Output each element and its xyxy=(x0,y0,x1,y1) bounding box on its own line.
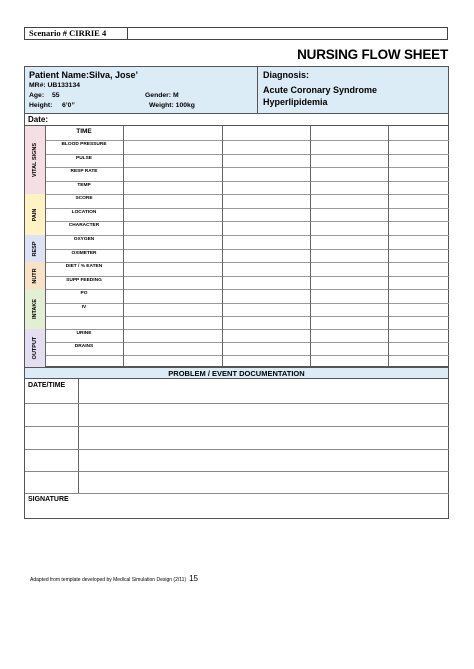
problem-documentation xyxy=(24,379,449,519)
section-vital-signs: VITAL SIGNS xyxy=(25,126,45,195)
table-row[interactable] xyxy=(25,426,449,450)
problem-header: PROBLEM / EVENT DOCUMENTATION xyxy=(24,367,449,379)
row-label: CHARACTER xyxy=(68,223,100,228)
row-label: DIET / % EATEN xyxy=(65,264,103,269)
date-label: Date: xyxy=(28,115,49,124)
date-time-label: DATE/TIME xyxy=(28,382,66,389)
row-label: TEMP xyxy=(77,182,91,188)
scenario-label: Scenario # CIRRIE 4 xyxy=(25,28,128,39)
scenario-box xyxy=(24,27,448,40)
age-value: 55 xyxy=(52,92,60,99)
section-intake: INTAKE xyxy=(25,289,45,330)
grid-line xyxy=(310,126,311,366)
patient-divider xyxy=(257,67,258,114)
section-output: OUTPUT xyxy=(25,329,45,367)
table-row[interactable] xyxy=(25,471,449,494)
diagnosis-1: Acute Coronary Syndrome xyxy=(263,85,378,95)
patient-info xyxy=(24,66,449,114)
row-label: OXYGEN xyxy=(73,237,95,242)
row-label: DRAINS xyxy=(74,344,94,349)
age-label: Age: xyxy=(29,92,45,99)
table-row[interactable] xyxy=(25,449,449,472)
diagnosis-label: Diagnosis: xyxy=(263,70,310,80)
diagnosis-2: Hyperlipidemia xyxy=(263,97,328,107)
row-label: IV xyxy=(81,304,87,310)
row-label: OXIMETER xyxy=(71,250,97,256)
signature-row[interactable] xyxy=(25,493,449,518)
section-nutr: NUTR xyxy=(25,262,45,290)
table-row[interactable] xyxy=(25,403,449,427)
gender: Gender: M xyxy=(145,92,179,99)
mr-number: MR#: UB133134 xyxy=(29,82,80,89)
height-label: Height: xyxy=(29,102,53,109)
row-label: SCORE xyxy=(75,196,93,201)
row-label: PULSE xyxy=(76,155,92,161)
scenario-value[interactable] xyxy=(128,28,447,39)
footer xyxy=(30,574,198,583)
row-label: PO xyxy=(80,291,88,296)
section-resp: RESP xyxy=(25,235,45,263)
footer-text: Adapted from template developed by Medical Simulation Design (2/11) xyxy=(30,577,187,583)
flow-grid xyxy=(24,126,449,367)
grid-line xyxy=(222,126,223,366)
page-title: NURSING FLOW SHEET xyxy=(297,47,448,62)
table-row[interactable] xyxy=(25,379,449,404)
height-value: 6’0” xyxy=(62,102,75,109)
grid-line xyxy=(45,126,46,366)
signature-label: SIGNATURE xyxy=(28,496,69,503)
patient-name: Patient Name:Silva, Jose’ xyxy=(29,70,139,80)
section-pain: PAIN xyxy=(25,194,45,236)
grid-line xyxy=(388,126,389,366)
grid-line xyxy=(123,126,124,366)
row-label: URINE xyxy=(76,331,92,336)
row-label: BLOOD PRESSURE xyxy=(61,142,107,147)
row-label: RESP RATE xyxy=(70,169,98,174)
date-row xyxy=(24,114,449,126)
weight: Weight: 100kg xyxy=(149,102,195,109)
time-label: TIME xyxy=(76,128,92,135)
page-number: 15 xyxy=(189,574,199,583)
row-label: SUPP FEEDING xyxy=(66,277,102,283)
row-label: LOCATION xyxy=(71,209,97,215)
